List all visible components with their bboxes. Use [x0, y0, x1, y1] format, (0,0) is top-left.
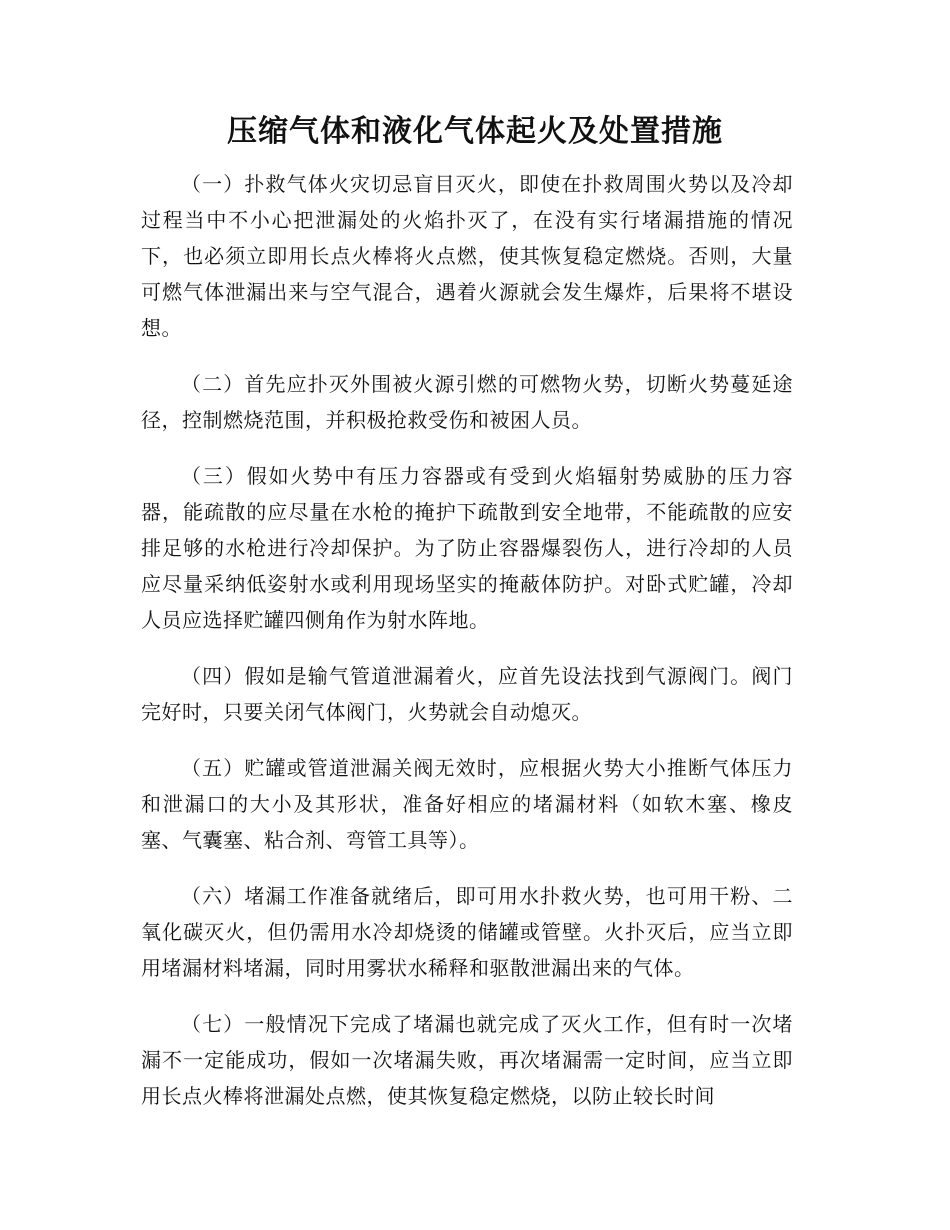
paragraph-6: （六）堵漏工作准备就绪后，即可用水扑救火势，也可用干粉、二氧化碳灭火，但仍需用水冷却烧烫的储罐或管壁。火扑灭后，应当立即用堵漏材料堵漏，同时用雾状水稀释和驱散泄漏出来的气体。	[141, 884, 793, 980]
document-title: 压缩气体和液化气体起火及处置措施	[227, 114, 723, 149]
paragraph-5: （五）贮罐或管道泄漏关阀无效时，应根据火势大小推断气体压力和泄漏口的大小及其形状，准备好相应的堵漏材料（如软木塞、橡皮塞、气囊塞、粘合剂、弯管工具等）。	[141, 756, 793, 852]
paragraph-2: （二）首先应扑灭外围被火源引燃的可燃物火势，切断火势蔓延途径，控制燃烧范围，并积极抢救受伤和被困人员。	[141, 372, 793, 432]
paragraph-7: （七）一般情况下完成了堵漏也就完成了灭火工作，但有时一次堵漏不一定能成功，假如一次堵漏失败，再次堵漏需一定时间，应当立即用长点火棒将泄漏处点燃，使其恢复稳定燃烧，以防止较长时间	[141, 1012, 793, 1108]
paragraph-3: （三）假如火势中有压力容器或有受到火焰辐射势威胁的压力容器，能疏散的应尽量在水枪的掩护下疏散到安全地带，不能疏散的应安排足够的水枪进行冷却保护。为了防止容器爆裂伤人，进行冷却的人员应尽量采纳低姿射水或利用现场坚实的掩蔽体防护。对卧式贮罐，冷却人员应选择贮罐四侧角作为射水阵地。	[141, 464, 793, 632]
paragraph-4: （四）假如是输气管道泄漏着火，应首先设法找到气源阀门。阀门完好时，只要关闭气体阀门，火势就会自动熄灭。	[141, 664, 793, 724]
document-body	[141, 166, 793, 1134]
paragraph-1: （一）扑救气体火灾切忌盲目灭火，即使在扑救周围火势以及冷却过程当中不小心把泄漏处的火焰扑灭了，在没有实行堵漏措施的情况下，也必须立即用长点火棒将火点燃，使其恢复稳定燃烧。否则，大量可燃气体泄漏出来与空气混合，遇着火源就会发生爆炸，后果将不堪设想。	[141, 172, 793, 340]
